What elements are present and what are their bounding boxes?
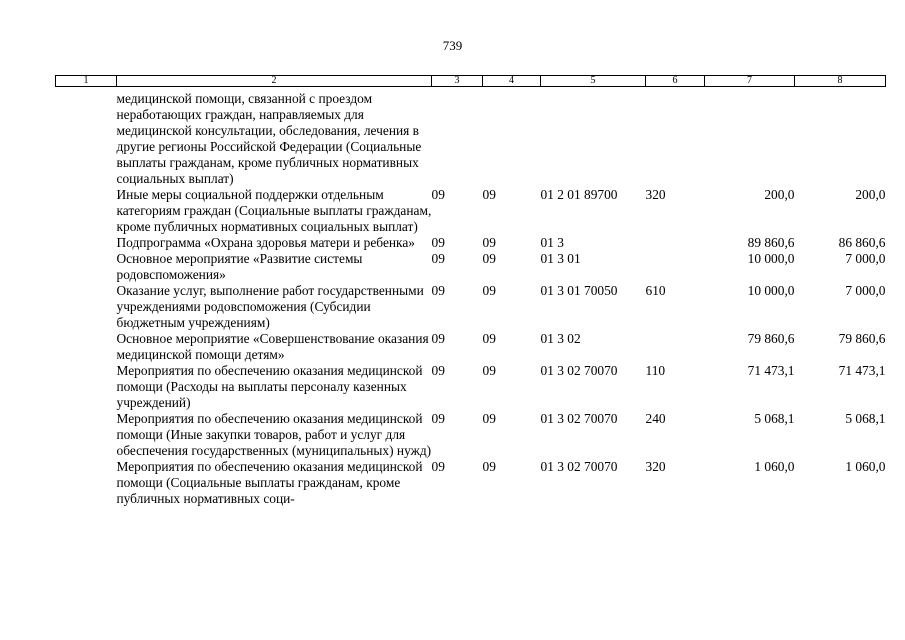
row-subsection: 09 — [482, 363, 496, 378]
row-expense-type: 320 — [645, 459, 666, 474]
row-target-code: 01 2 01 89700 — [540, 187, 618, 202]
row-amount-1: 5 068,1 — [754, 411, 795, 426]
row-section — [432, 87, 483, 188]
row-name: Оказание услуг, выполнение работ государственными учреждениями родовспоможения (Субсидии бюджетным учреждениям) — [116, 283, 424, 330]
row-amount-2: 86 860,6 — [838, 235, 886, 250]
row-subsection — [483, 87, 541, 188]
row-name: Мероприятия по обеспечению оказания медицинской помощи (Социальные выплаты гражданам, кроме публичных нормативных соци- — [116, 459, 423, 506]
row-subsection: 09 — [482, 283, 496, 298]
row-amount-2: 200,0 — [855, 187, 886, 202]
row-section: 09 — [431, 363, 445, 378]
row-section: 09 — [431, 235, 445, 250]
header-cell: 5 — [541, 76, 646, 87]
row-subsection: 09 — [482, 331, 496, 346]
table-row — [56, 87, 886, 188]
row-name: Основное мероприятие «Развитие системы родовспоможения» — [116, 251, 363, 282]
row-target-code: 01 3 02 70070 — [540, 363, 618, 378]
row-expense-type: 610 — [645, 283, 666, 298]
header-cell: 1 — [56, 76, 117, 87]
row-amount-1: 1 060,0 — [754, 459, 795, 474]
table-row — [56, 187, 886, 235]
row-amount-1: 79 860,6 — [747, 331, 795, 346]
row-expense-type — [646, 87, 705, 188]
row-expense-type — [646, 235, 705, 251]
row-section: 09 — [431, 459, 445, 474]
row-section: 09 — [431, 331, 445, 346]
row-amount-2: 79 860,6 — [838, 331, 886, 346]
row-expense-type: 240 — [645, 411, 666, 426]
row-amount-2: 71 473,1 — [838, 363, 886, 378]
row-subsection: 09 — [482, 187, 496, 202]
budget-table — [55, 75, 886, 507]
row-name: медицинской помощи, связанной с проездом неработающих граждан, направляемых для медицинской консультации, обследования, лечения в другие регионы Российской Федерации (Социальные выплаты гражданам, кроме публичных нормативных социальных выплат) — [116, 91, 422, 186]
row-subsection: 09 — [482, 235, 496, 250]
row-amount-2: 5 068,1 — [845, 411, 886, 426]
row-amount-1: 200,0 — [764, 187, 795, 202]
row-target-code: 01 3 01 — [540, 251, 581, 266]
column-number-header — [56, 76, 886, 87]
table-row — [56, 283, 886, 331]
row-section: 09 — [431, 251, 445, 266]
header-cell: 8 — [795, 76, 886, 87]
header-cell: 6 — [646, 76, 705, 87]
row-subsection: 09 — [482, 251, 496, 266]
table-row — [56, 331, 886, 363]
row-amount-1: 10 000,0 — [747, 251, 795, 266]
row-subsection: 09 — [482, 459, 496, 474]
table-row — [56, 411, 886, 459]
row-name: Мероприятия по обеспечению оказания медицинской помощи (Расходы на выплаты персоналу казенных учреждений) — [116, 363, 423, 410]
row-target-code: 01 3 — [540, 235, 564, 250]
row-target-code: 01 3 02 70070 — [540, 411, 618, 426]
row-subsection: 09 — [482, 411, 496, 426]
row-name: Подпрограмма «Охрана здоровья матери и ребенка» — [116, 235, 415, 250]
row-amount-1 — [705, 87, 795, 188]
row-amount-2 — [795, 87, 886, 188]
table-row — [56, 363, 886, 411]
row-amount-2: 7 000,0 — [845, 283, 886, 298]
row-section: 09 — [431, 283, 445, 298]
row-expense-type: 110 — [645, 363, 666, 378]
table-row — [56, 235, 886, 251]
row-amount-2: 7 000,0 — [845, 251, 886, 266]
header-cell: 4 — [483, 76, 541, 87]
row-expense-type — [646, 331, 705, 363]
row-amount-1: 71 473,1 — [747, 363, 795, 378]
page-number: 739 — [442, 38, 463, 53]
table-row — [56, 251, 886, 283]
row-name: Мероприятия по обеспечению оказания медицинской помощи (Иные закупки товаров, работ и услуг для обеспечения государственных (муниципальных) нужд) — [116, 411, 432, 458]
header-cell: 7 — [705, 76, 795, 87]
row-target-code: 01 3 01 70050 — [540, 283, 618, 298]
row-target-code — [541, 87, 646, 188]
row-name: Иные меры социальной поддержки отдельным категориям граждан (Социальные выплаты гражданам, кроме публичных нормативных социальных выплат) — [116, 187, 432, 234]
header-cell: 2 — [117, 76, 432, 87]
row-amount-2: 1 060,0 — [845, 459, 886, 474]
row-expense-type — [646, 251, 705, 283]
row-name: Основное мероприятие «Совершенствование оказания медицинской помощи детям» — [116, 331, 429, 362]
row-section: 09 — [431, 187, 445, 202]
row-target-code: 01 3 02 — [540, 331, 581, 346]
row-amount-1: 10 000,0 — [747, 283, 795, 298]
header-cell: 3 — [432, 76, 483, 87]
row-expense-type: 320 — [645, 187, 666, 202]
row-target-code: 01 3 02 70070 — [540, 459, 618, 474]
row-amount-1: 89 860,6 — [747, 235, 795, 250]
table-row — [56, 459, 886, 507]
row-section: 09 — [431, 411, 445, 426]
